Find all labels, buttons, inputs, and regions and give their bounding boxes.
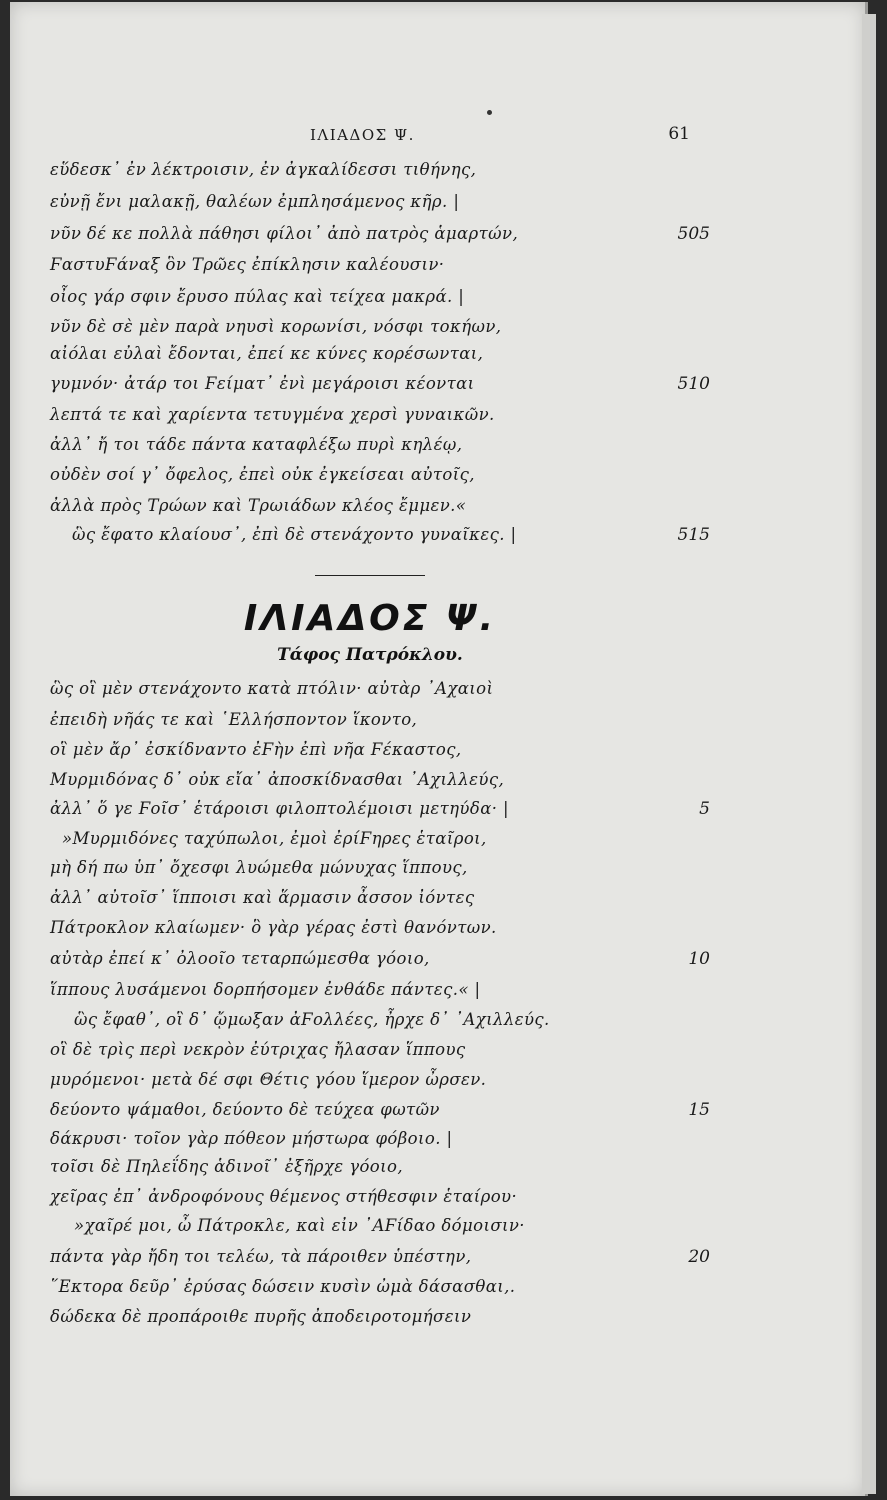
verse-line: νῦν δέ κε πολλὰ πάθησι φίλοι᾽ ἀπὸ πατρὸς ἁμαρτών, <box>50 224 519 243</box>
verse-line: αὐτὰρ ἐπεί κ᾽ ὀλοοῖο τεταρπώμεσθα γόοιο, <box>50 949 430 968</box>
verse-line: δεύοντο ψάμαθοι, δεύοντο δὲ τεύχεα φωτῶν <box>50 1100 440 1119</box>
verse-line: ὣς οἳ μὲν στενάχοντο κατὰ πτόλιν· αὐτὰρ ᾿Αχαιοὶ <box>50 679 494 698</box>
verse-line: δάκρυσι· τοῖον γὰρ πόθεον μήστωρα φόβοιο. | <box>50 1129 453 1148</box>
verse-line: ἀλλ᾽ ὅ γε Ϝοῖσ᾽ ἑτάροισι φιλοπτολέμοισι μετηύδα· | <box>50 799 509 818</box>
verse-line: Πάτροκλον κλαίωμεν· ὃ γὰρ γέρας ἐστὶ θανόντων. <box>50 918 497 937</box>
verse-line: χεῖρας ἐπ᾽ ἀνδροφόνους θέμενος στήθεσφιν ἑταίρου· <box>50 1187 518 1206</box>
verse-line: δώδεκα δὲ προπάροιθε πυρῆς ἀποδειροτομήσειν <box>50 1307 472 1326</box>
line-number: 5 <box>699 799 710 819</box>
verse-line: τοῖσι δὲ Πηλεΐδης ἁδινοῖ᾽ ἐξῆρχε γόοιο, <box>50 1157 403 1176</box>
verse-line: γυμνόν· ἀτάρ τοι Ϝείματ᾽ ἐνὶ μεγάροισι κέονται <box>50 374 475 393</box>
verse-line: ἀλλὰ πρὸς Τρώων καὶ Τρωιάδων κλέος ἔμμεν.« <box>50 496 467 515</box>
verse-line: »Μυρμιδόνες ταχύπωλοι, ἐμοὶ ἐρίϜηρες ἑταῖροι, <box>62 829 487 848</box>
verse-line: ὣς ἔφαθ᾽, οἳ δ᾽ ᾤμωξαν ἀϜολλέες, ἦρχε δ᾽ ᾿Αχιλλεύς. <box>74 1010 550 1029</box>
verse-line: αἰόλαι εὐλαὶ ἔδονται, ἐπεί κε κύνες κορέσωνται, <box>50 344 484 363</box>
book-subtitle: Τάφος Πατρόκλου. <box>277 645 463 665</box>
verse-line: ὣς ἔφατο κλαίουσ᾽, ἐπὶ δὲ στενάχοντο γυναῖκες. | <box>72 525 517 544</box>
line-number: 505 <box>677 224 710 244</box>
ink-speck <box>487 110 492 115</box>
verse-line: οὐδὲν σοί γ᾽ ὄφελος, ἐπεὶ οὐκ ἐγκείσεαι αὐτοῖς, <box>50 465 475 484</box>
verse-line: εὐνῇ ἔνι μαλακῇ, θαλέων ἐμπλησάμενος κῆρ. | <box>50 192 460 211</box>
verse-line: ἐπειδὴ νῆάς τε καὶ ῾Ελλήσποντον ἵκοντο, <box>50 710 418 729</box>
verse-line: μὴ δή πω ὑπ᾽ ὄχεσφι λυώμεθα μώνυχας ἵππους, <box>50 858 468 877</box>
verse-line: »χαῖρέ μοι, ὦ Πάτροκλε, καὶ εἰν ᾿ΑϜίδαο δόμοισιν· <box>74 1216 525 1235</box>
verse-line: μυρόμενοι· μετὰ δέ σφι Θέτις γόου ἵμερον ὦρσεν. <box>50 1070 487 1089</box>
verse-line: οἳ δὲ τρὶς περὶ νεκρὸν ἐύτριχας ἤλασαν ἵππους <box>50 1040 466 1059</box>
verse-line: ἵππους λυσάμενοι δορπήσομεν ἐνθάδε πάντες.« | <box>50 980 481 999</box>
verse-line: ἀλλ᾽ ἤ τοι τάδε πάντα καταφλέξω πυρὶ κηλέῳ, <box>50 435 463 454</box>
verse-line: ἀλλ᾽ αὐτοῖσ᾽ ἵπποισι καὶ ἅρμασιν ἆσσον ἰόντες <box>50 888 475 907</box>
verse-line: ϜαστυϜάναξ ὃν Τρῶες ἐπίκλησιν καλέουσιν· <box>50 255 445 274</box>
line-number: 515 <box>677 525 710 545</box>
page-edge <box>862 14 876 1494</box>
book-page <box>10 2 868 1496</box>
line-number: 510 <box>677 374 710 394</box>
page-number: 61 <box>668 124 690 144</box>
line-number: 10 <box>688 949 710 969</box>
line-number: 20 <box>688 1247 710 1267</box>
verse-line: νῦν δὲ σὲ μὲν παρὰ νηυσὶ κορωνίσι, νόσφι τοκήων, <box>50 317 502 336</box>
verse-line: ῞Εκτορα δεῦρ᾽ ἐρύσας δώσειν κυσὶν ὠμὰ δάσασθαι,. <box>50 1277 516 1296</box>
book-title: ΙΛΙΑΔΟΣ Ψ. <box>243 598 497 639</box>
running-head: ΙΛΙΑΔΟΣ Ψ. <box>310 126 415 144</box>
section-divider <box>315 575 425 576</box>
verse-line: οἶος γάρ σφιν ἔρυσο πύλας καὶ τείχεα μακρά. | <box>50 287 465 306</box>
verse-line: Μυρμιδόνας δ᾽ οὐκ εἴα᾽ ἀποσκίδνασθαι ᾿Αχιλλεύς, <box>50 770 505 789</box>
verse-line: εὕδεσκ᾽ ἐν λέκτροισιν, ἐν ἀγκαλίδεσσι τιθήνης, <box>50 160 477 179</box>
verse-line: λεπτά τε καὶ χαρίεντα τετυγμένα χερσὶ γυναικῶν. <box>50 405 495 424</box>
line-number: 15 <box>688 1100 710 1120</box>
verse-line: οἳ μὲν ἄρ᾽ ἐσκίδναντο ἐϜὴν ἐπὶ νῆα Ϝέκαστος, <box>50 740 462 759</box>
verse-line: πάντα γὰρ ἤδη τοι τελέω, τὰ πάροιθεν ὑπέστην, <box>50 1247 472 1266</box>
